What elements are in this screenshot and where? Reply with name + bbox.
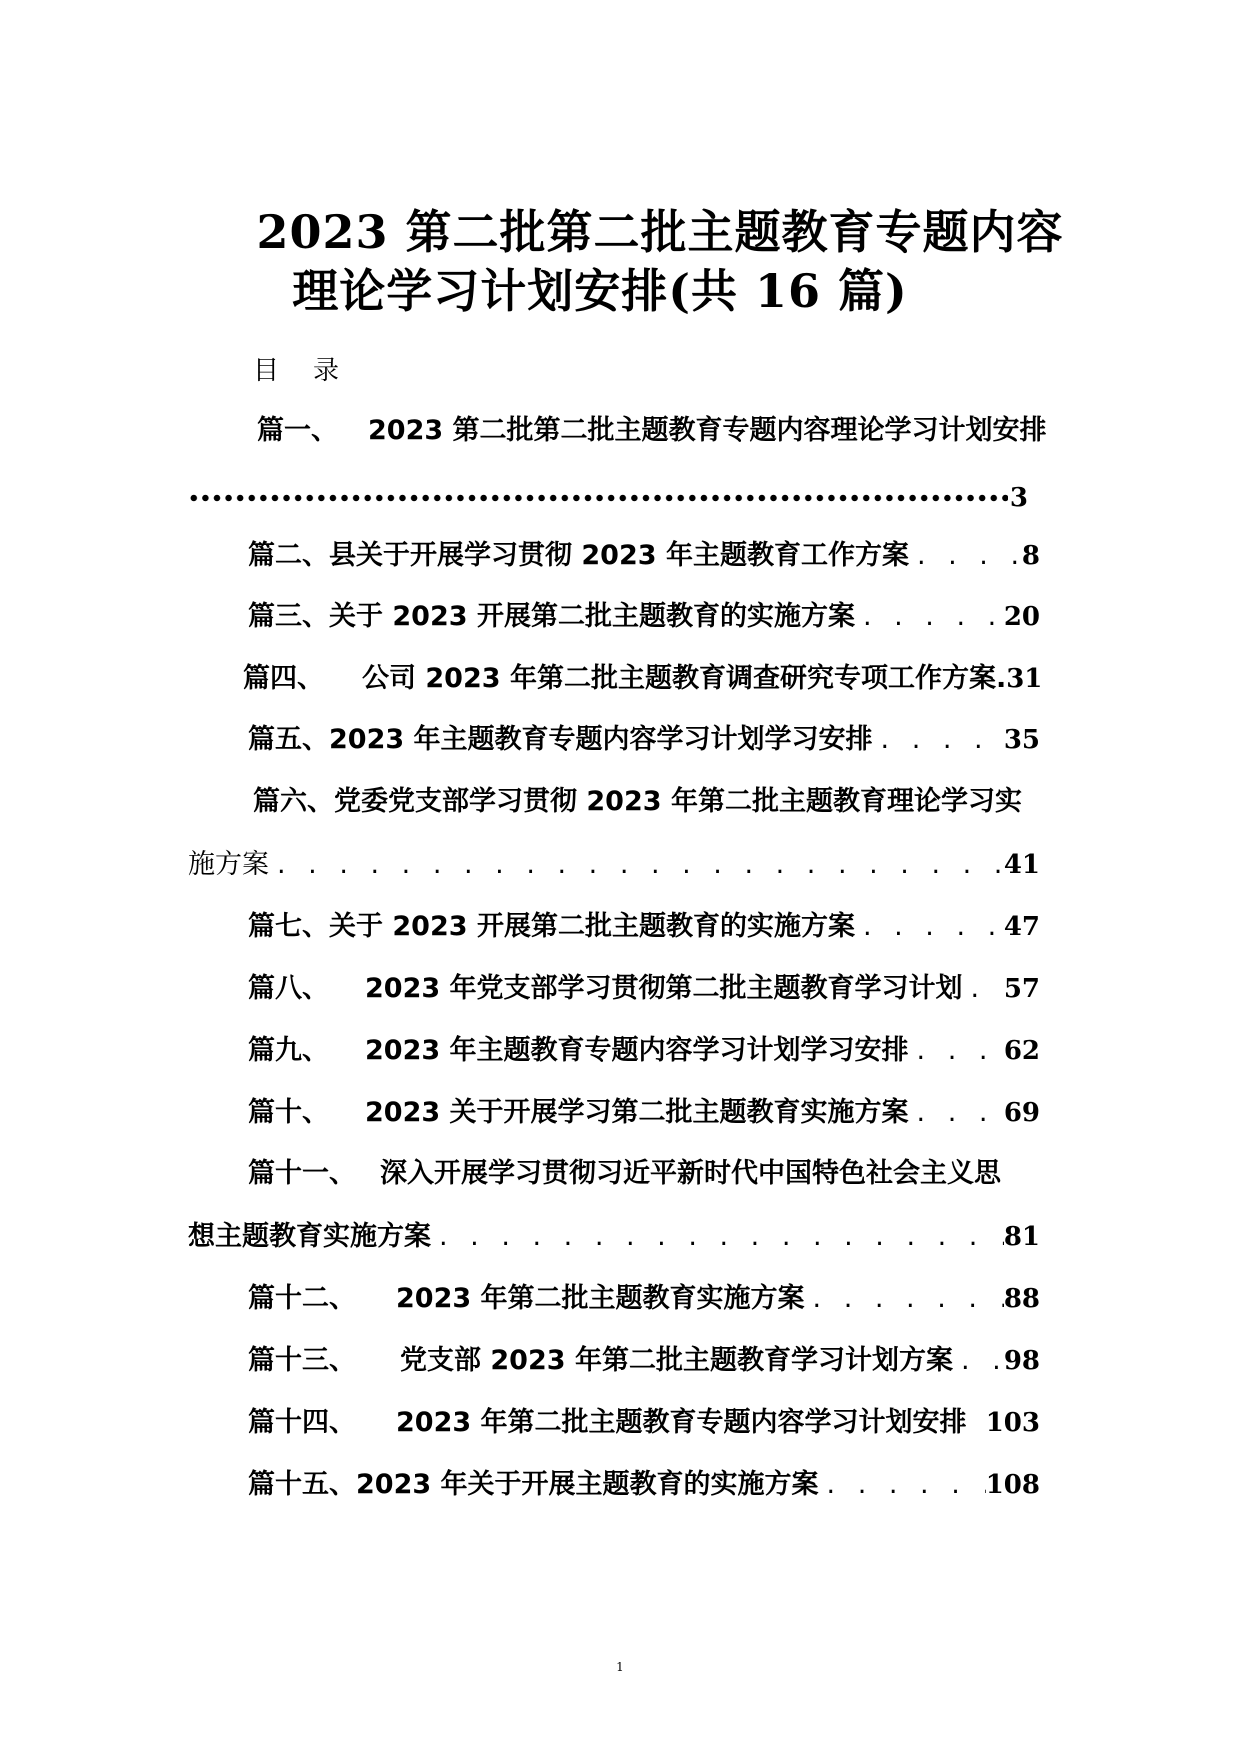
toc-entry-7[interactable] (248, 904, 1040, 944)
toc-entry-label: 篇三、 (248, 601, 329, 632)
toc-entry-title: 深入开展学习贯彻习近平新时代中国特色社会主义思 (380, 1158, 1001, 1189)
toc-entry-label: 篇十、 (248, 1097, 329, 1128)
toc-entry-title: 2023 年党支部学习贯彻第二批主题教育学习计划 (365, 973, 963, 1004)
dot-leader (909, 540, 1022, 571)
toc-entry-label: 篇十二、 (248, 1283, 356, 1314)
toc-entry-label: 篇十三、 (248, 1345, 356, 1376)
toc-entry-label: 篇十四、 (248, 1407, 356, 1438)
toc-entry-title: 党委党支部学习贯彻 2023 年第二批主题教育理论学习实 (334, 786, 1022, 817)
toc-entry-9[interactable] (248, 1028, 1040, 1068)
toc-entry-page: 8 (1021, 541, 1040, 571)
toc-entry-title-cont: 想主题教育实施方案 (188, 1221, 431, 1252)
toc-entry-4[interactable] (243, 656, 1043, 696)
toc-entry-title: 2023 第二批第二批主题教育专题内容理论学习计划安排 (368, 415, 1047, 446)
dot-leader (431, 1221, 1004, 1252)
toc-entry-label: 篇八、 (248, 973, 329, 1004)
toc-entry-page: 98 (1003, 1346, 1040, 1376)
dot-leader (963, 973, 1004, 1004)
toc-entry-label: 篇十五、 (248, 1469, 356, 1500)
toc-entry-title: 2023 关于开展学习第二批主题教育实施方案 (365, 1097, 909, 1128)
toc-entry-page: 20 (1003, 602, 1040, 632)
toc-entry-14[interactable] (248, 1400, 1040, 1440)
toc-entry-page: 108 (985, 1470, 1040, 1500)
toc-entry-page: 69 (1003, 1098, 1040, 1128)
toc-entry-title: 2023 年主题教育专题内容学习计划学习安排 (329, 724, 873, 755)
toc-entry-page: 88 (1003, 1284, 1040, 1314)
toc-entry-label: 篇五、 (248, 724, 329, 755)
toc-entry-1-leader (188, 480, 1028, 516)
dot-leader (855, 601, 1004, 632)
dot-leader (855, 911, 1004, 942)
toc-entry-title: 2023 年关于开展主题教育的实施方案 (356, 1469, 819, 1500)
toc-entry-title: 党支部 2023 年第二批主题教育学习计划方案 (400, 1345, 953, 1376)
dot-leader (269, 849, 1004, 880)
toc-entry-6-cont[interactable] (188, 842, 1040, 882)
toc-entry-11-cont[interactable] (188, 1214, 1040, 1254)
toc-entry-page: 41 (1003, 850, 1040, 880)
toc-entry-title: 关于 2023 开展第二批主题教育的实施方案 (329, 911, 855, 942)
toc-entry-page: 81 (1003, 1222, 1040, 1252)
toc-entry-label: 篇十一、 (248, 1158, 356, 1189)
toc-entry-8[interactable] (248, 966, 1040, 1006)
toc-entry-13[interactable] (248, 1338, 1040, 1378)
dot-leader (909, 1097, 1004, 1128)
toc-entry-title: 公司 2023 年第二批主题教育调查研究专项工作方案. (362, 663, 1007, 694)
toc-entry-15[interactable] (248, 1462, 1040, 1502)
toc-entry-title: 关于 2023 开展第二批主题教育的实施方案 (329, 601, 855, 632)
toc-entry-10[interactable] (248, 1090, 1040, 1130)
toc-entry-label: 篇二、 (248, 540, 329, 571)
dot-leader (873, 724, 1004, 755)
toc-entry-label: 篇四、 (243, 663, 324, 694)
toc-entry-3[interactable] (248, 594, 1040, 634)
toc-entry-page: 31 (1006, 664, 1043, 694)
toc-entry-page: 47 (1003, 912, 1040, 942)
dot-leader (909, 1035, 1004, 1066)
toc-entry-label: 篇九、 (248, 1035, 329, 1066)
toc-entry-5[interactable] (248, 717, 1040, 757)
toc-entry-2[interactable] (248, 533, 1040, 573)
toc-entry-page: 62 (1003, 1036, 1040, 1066)
toc-heading-right: 录 (313, 356, 342, 386)
dot-leader (805, 1283, 1004, 1314)
toc-entry-page: 57 (1003, 974, 1040, 1004)
toc-entry-title: 2023 年主题教育专题内容学习计划学习安排 (365, 1035, 909, 1066)
toc-entry-6[interactable] (253, 779, 1022, 818)
toc-entry-page: 103 (985, 1408, 1040, 1438)
dot-leader (188, 494, 1008, 502)
page-number: 1 (616, 1660, 624, 1674)
toc-entry-label: 篇七、 (248, 911, 329, 942)
toc-entry-label: 篇六、 (253, 786, 334, 817)
toc-entry-page: 35 (1003, 725, 1040, 755)
toc-entry-title: 县关于开展学习贯彻 2023 年主题教育工作方案 (329, 540, 909, 571)
dot-leader (953, 1345, 1004, 1376)
toc-entry-label: 篇一、 (257, 415, 338, 446)
toc-heading-left: 目 (253, 356, 282, 386)
toc-entry-title: 2023 年第二批主题教育专题内容学习计划安排 (396, 1407, 967, 1438)
dot-leader (819, 1469, 986, 1500)
toc-entry-title-cont: 施方案 (188, 849, 269, 880)
document-title-line-1: 2023 第二批第二批主题教育专题内容 (256, 205, 1064, 259)
toc-entry-title: 2023 年第二批主题教育实施方案 (396, 1283, 805, 1314)
document-title-line-2: 理论学习计划安排(共 16 篇) (292, 264, 908, 318)
toc-entry-page: 3 (1009, 483, 1028, 513)
toc-entry-1[interactable] (257, 408, 1047, 447)
toc-entry-11[interactable] (248, 1151, 1001, 1190)
toc-entry-12[interactable] (248, 1276, 1040, 1316)
